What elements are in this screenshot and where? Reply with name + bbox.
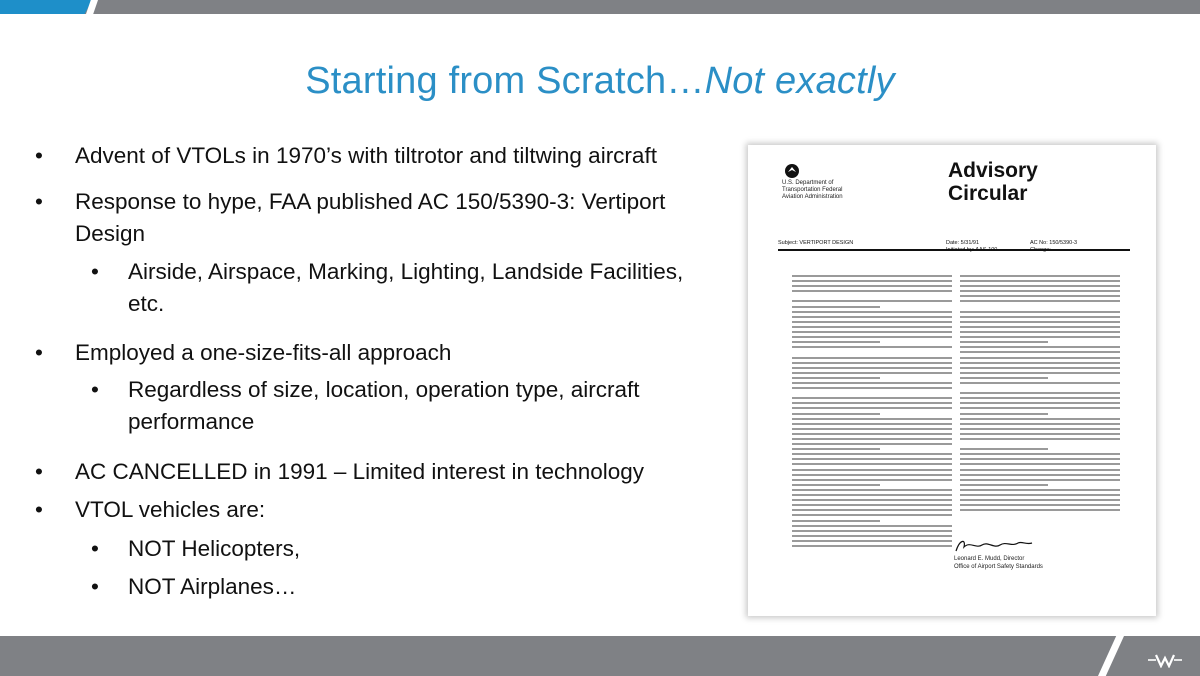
bullet-marker: • [35, 189, 43, 214]
document-text-line [792, 514, 952, 516]
heading-line-2: Circular [948, 182, 1028, 205]
document-text-line [792, 382, 952, 384]
document-text-line [792, 311, 952, 313]
document-text-line [960, 418, 1120, 420]
document-text-line [960, 311, 1120, 313]
document-text-line [792, 499, 952, 501]
document-text-line [792, 469, 952, 471]
document-text-line [792, 387, 952, 389]
document-text-line [960, 479, 1120, 481]
document-text-line [960, 428, 1120, 430]
document-text-line [960, 326, 1120, 328]
document-text-line [792, 346, 952, 348]
document-text-line [960, 407, 1120, 409]
document-text-line [960, 382, 1120, 384]
signer-office: Office of Airport Safety Standards [954, 564, 1043, 570]
document-text-line [960, 346, 1120, 348]
document-text-line [792, 428, 952, 430]
agency-name: U.S. Department of Transportation Federal Aviation Administration [782, 180, 843, 200]
document-text-line [792, 418, 952, 420]
document-text-line [792, 316, 952, 318]
document-text-line [960, 290, 1120, 292]
document-text-line [960, 321, 1120, 323]
text-column-right [960, 275, 1120, 514]
document-text-line [960, 392, 1120, 394]
document-text-line [792, 438, 952, 440]
document-text-line [960, 357, 1120, 359]
top-bar-accent [0, 0, 92, 14]
heading-line-1: Advisory [948, 159, 1038, 182]
document-text-line [792, 321, 952, 323]
bullet-marker: • [91, 259, 99, 284]
document-text-line [960, 433, 1120, 435]
document-text-line [792, 443, 952, 445]
document-text-line [792, 448, 880, 450]
slide-title [0, 60, 1200, 103]
document-text-line [960, 285, 1120, 287]
document-text-line [792, 275, 952, 277]
bullet-text: Regardless of size, location, operation type, aircraft performance [128, 377, 640, 434]
document-text-line [960, 331, 1120, 333]
ac-number: AC No: 150/5390-3 [1030, 240, 1078, 246]
document-text-line [960, 367, 1120, 369]
bullet-marker: • [35, 459, 43, 484]
document-text-line [960, 438, 1120, 440]
document-text-line [792, 351, 952, 353]
document-text-line [792, 453, 952, 455]
bullet-marker: • [35, 143, 43, 168]
document-text-line [960, 280, 1120, 282]
bullet-marker: • [91, 536, 99, 561]
document-text-line [792, 357, 952, 359]
bullet-text: NOT Airplanes… [128, 574, 297, 599]
bullet-text: Employed a one-size-fits-all approach [75, 340, 452, 365]
document-text-line [792, 520, 880, 522]
document-text-line [960, 387, 1120, 389]
title-italic: Not exactly [704, 60, 895, 102]
document-text-line [792, 326, 952, 328]
bullet-text: Advent of VTOLs in 1970’s with tiltrotor and tiltwing aircraft [75, 143, 657, 168]
document-text-line [792, 413, 880, 415]
document-text-line [960, 377, 1048, 379]
document-text-line [792, 336, 952, 338]
bullet-marker: • [35, 340, 43, 365]
signature-block [954, 555, 1124, 571]
bullet-text: VTOL vehicles are: [75, 497, 266, 522]
document-text-line [960, 509, 1120, 511]
document-text-line [792, 306, 880, 308]
bullet-marker: • [91, 377, 99, 402]
document-text-line [960, 423, 1120, 425]
advisory-heading [948, 159, 1038, 205]
document-text-line [960, 443, 1120, 445]
document-text-line [792, 489, 952, 491]
document-text-line [792, 392, 952, 394]
document-text-line [960, 397, 1120, 399]
document-text-line [960, 300, 1120, 302]
bullet-text: Response to hype, FAA published AC 150/5390-3: Vertiport Design [75, 189, 666, 246]
document-text-line [792, 509, 952, 511]
document-text-line [792, 433, 952, 435]
document-text-line [792, 423, 952, 425]
document-text-line [792, 530, 952, 532]
w-logo-icon [1148, 652, 1182, 668]
bullet-marker: • [35, 497, 43, 522]
document-text-line [960, 341, 1048, 343]
document-text-line [792, 280, 952, 282]
document-text-line [960, 458, 1120, 460]
document-text-line [792, 362, 952, 364]
subject: Subject: VERTIPORT DESIGN [778, 240, 854, 246]
document-text-line [792, 372, 952, 374]
document-text-line [792, 504, 952, 506]
document-text-line [960, 453, 1120, 455]
document-text-line [792, 535, 952, 537]
document-text-line [792, 295, 952, 297]
document-text-line [960, 336, 1120, 338]
header-rule [778, 249, 1130, 251]
bullet-text: Airside, Airspace, Marking, Lighting, Landside Facilities, etc. [128, 259, 684, 316]
document-text-line [960, 463, 1120, 465]
document-text-line [792, 331, 952, 333]
document-text-line [960, 295, 1120, 297]
document-text-line [792, 458, 952, 460]
document-text-line [960, 499, 1120, 501]
dot-seal-icon [784, 163, 800, 179]
document-text-line [960, 316, 1120, 318]
document-text-line [792, 402, 952, 404]
document-text-line [792, 367, 952, 369]
document-text-line [960, 402, 1120, 404]
document-text-line [792, 285, 952, 287]
document-text-line [792, 341, 880, 343]
text-column-left [792, 275, 952, 550]
document-text-line [960, 474, 1120, 476]
document-text-line [960, 275, 1120, 277]
document-text-line [792, 545, 952, 547]
document-text-line [792, 484, 880, 486]
date: Date: 5/31/91 [946, 240, 980, 246]
document-text-line [792, 474, 952, 476]
signature [954, 537, 1034, 555]
document-text-line [792, 300, 952, 302]
document-text-line [960, 448, 1048, 450]
document-text-line [960, 351, 1120, 353]
document-text-line [960, 484, 1048, 486]
document-text-line [960, 469, 1120, 471]
signer-name: Leonard E. Mudd, Director [954, 556, 1025, 562]
document-text-line [792, 407, 952, 409]
top-bar [0, 0, 1200, 14]
document-text-line [792, 463, 952, 465]
document-text-line [960, 504, 1120, 506]
bottom-bar [0, 636, 1200, 676]
document-text-line [960, 306, 1120, 308]
bullet-text: AC CANCELLED in 1991 – Limited interest in technology [75, 459, 645, 484]
document-text-line [960, 413, 1048, 415]
document-text-line [792, 479, 952, 481]
document-text-line [792, 540, 952, 542]
bullet-marker: • [91, 574, 99, 599]
document-text-line [792, 494, 952, 496]
document-text-line [792, 290, 952, 292]
document-text-line [792, 525, 952, 527]
document-text-line [960, 494, 1120, 496]
bullet-text: NOT Helicopters, [128, 536, 301, 561]
document-text-line [792, 377, 880, 379]
advisory-circular-image [748, 145, 1156, 616]
document-text-line [792, 397, 952, 399]
document-text-line [960, 489, 1120, 491]
title-plain: Starting from Scratch… [305, 60, 705, 102]
document-text-line [960, 362, 1120, 364]
document-text-line [960, 372, 1120, 374]
